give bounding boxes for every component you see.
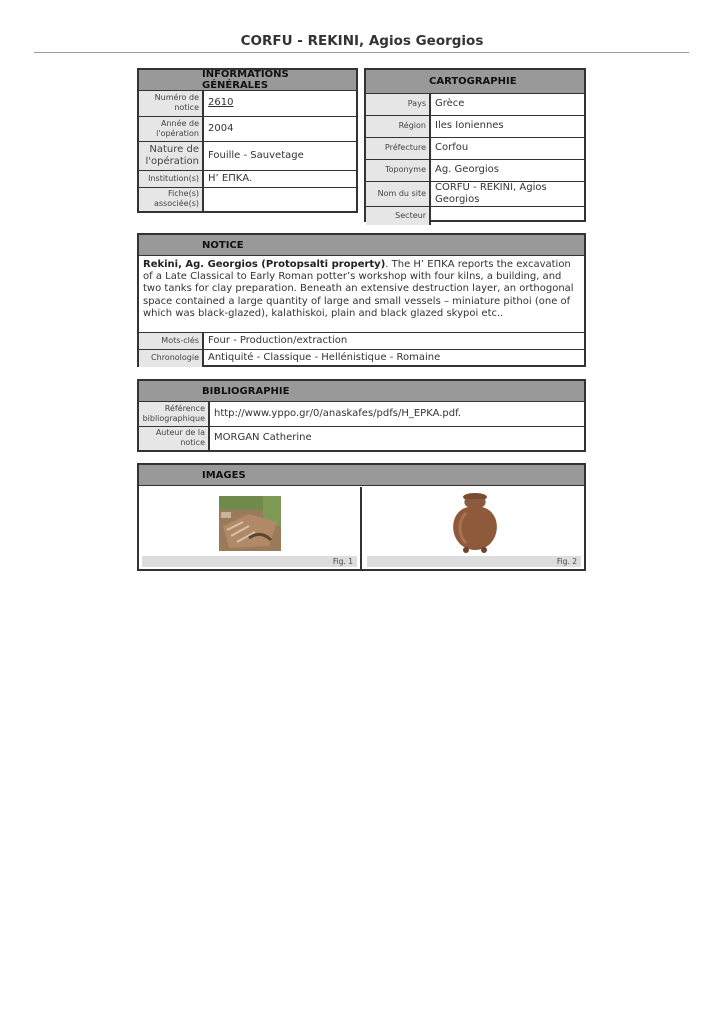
row-value: CORFU - REKINI, Agios Georgios (430, 181, 584, 206)
row-label: Chronologie (139, 350, 203, 367)
table-row (139, 116, 356, 141)
vessel-photo[interactable] (444, 491, 506, 557)
row-value: Antiquité - Classique - Hellénistique - Romaine (203, 350, 584, 367)
row-label: Auteur de la notice (139, 426, 209, 450)
row-label: Fiche(s) associée(s) (139, 187, 203, 211)
figure-1[interactable] (139, 487, 362, 569)
row-label: Région (366, 115, 430, 137)
row-value: Ag. Georgios (430, 159, 584, 181)
info-table (139, 91, 356, 211)
row-value (430, 206, 584, 225)
notice-lead: Rekini, Ag. Georgios (Protopsalti property) (143, 259, 386, 270)
title-divider (34, 52, 689, 53)
row-value: Corfou (430, 137, 584, 159)
bibliography-reference: http://www.yppo.gr/0/anaskafes/pdfs/H_EPKA.pdf. (214, 407, 462, 419)
page-title: CORFU - REKINI, Agios Georgios (240, 33, 484, 49)
row-label: Numéro de notice (139, 91, 203, 116)
notice-panel (137, 233, 586, 367)
carto-table (366, 94, 584, 225)
table-row (366, 181, 584, 206)
table-row (366, 206, 584, 225)
notice-table (139, 332, 584, 367)
row-value: Grèce (435, 98, 465, 110)
row-value: MORGAN Catherine (209, 426, 584, 450)
biblio-panel (137, 379, 586, 452)
biblio-heading: BIBLIOGRAPHIE (139, 381, 584, 402)
row-value: Fouille - Sauvetage (203, 141, 356, 170)
row-label: Année de l'opération (139, 116, 203, 141)
row-label: Nom du site (366, 181, 430, 206)
carto-heading: CARTOGRAPHIE (366, 70, 584, 94)
table-row (139, 426, 584, 450)
excavation-photo[interactable] (219, 496, 281, 551)
info-panel (137, 68, 358, 213)
row-value: 2004 (203, 116, 356, 141)
carto-panel (364, 68, 586, 222)
table-row (366, 94, 584, 115)
row-value: Iles Ioniennes (430, 115, 584, 137)
images-panel (137, 463, 586, 571)
info-heading: INFORMATIONS GÉNÉRALES (139, 70, 356, 91)
row-label: Secteur (366, 206, 430, 225)
row-label: Préfecture (366, 137, 430, 159)
row-label: Mots-clés (139, 333, 203, 350)
table-row (366, 137, 584, 159)
notice-number-link[interactable] (203, 91, 356, 116)
notice-number[interactable]: 2610 (208, 97, 234, 109)
table-row (139, 350, 584, 367)
table-row (139, 91, 356, 116)
row-value: H’ ΕΠΚΑ. (203, 170, 356, 187)
row-label: Toponyme (366, 159, 430, 181)
notice-body: . The H’ ΕΠΚΑ reports the excavation of a Late Classical to Early Roman potter’s workshop with four kilns, a building, and two tanks for clay preparation. Beneath an extensive destruction layer, an orthogonal space contained a large quantity of large and small vessels – miniature pithoi (one of which was black-glazed), kalathiskoi, plain and black glazed skypoi etc.. (143, 259, 574, 319)
biblio-table (139, 402, 584, 450)
table-row (139, 187, 356, 211)
figure-2[interactable] (364, 487, 584, 569)
notice-heading: NOTICE (139, 235, 584, 256)
row-label: Référence bibliographique (139, 402, 209, 426)
row-label: Nature de l'opération (139, 141, 203, 170)
row-value (203, 187, 356, 211)
table-row (366, 115, 584, 137)
images-heading: IMAGES (139, 465, 584, 486)
notice-text (139, 256, 584, 332)
table-row (139, 141, 356, 170)
table-row (139, 333, 584, 350)
figure-caption: Fig. 2 (367, 556, 581, 567)
table-row (139, 402, 584, 426)
row-label: Pays (366, 94, 430, 115)
table-row (366, 159, 584, 181)
table-row (139, 170, 356, 187)
row-value: Four - Production/extraction (208, 335, 348, 346)
row-label: Institution(s) (139, 170, 203, 187)
figure-caption: Fig. 1 (142, 556, 357, 567)
